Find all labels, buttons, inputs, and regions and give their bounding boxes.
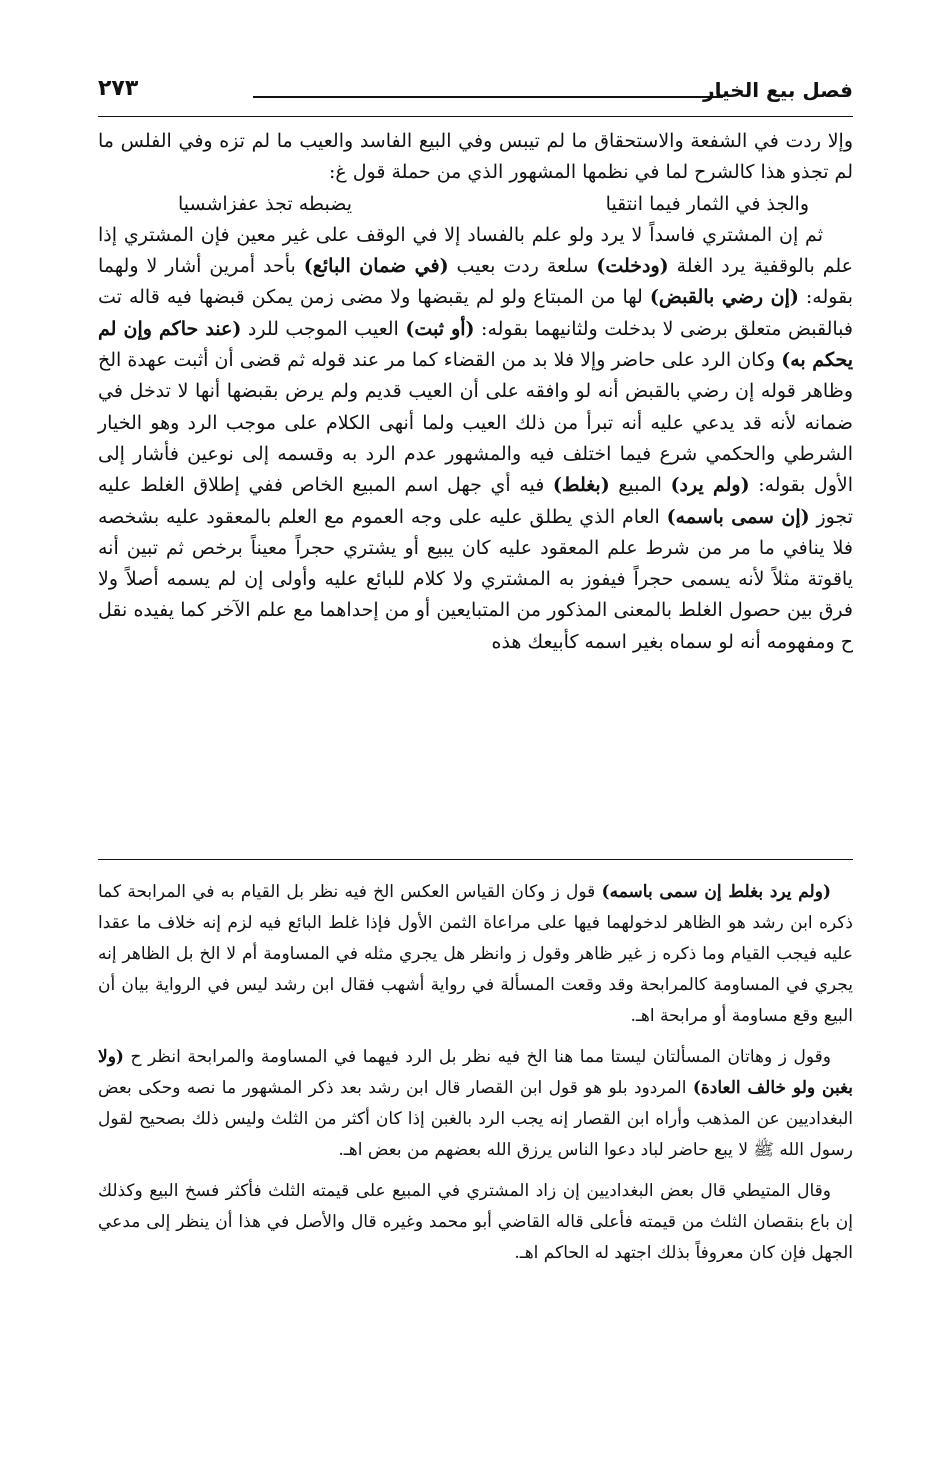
running-header xyxy=(98,76,853,110)
bold-term: (ولم يرد بغلط إن سمى باسمه) xyxy=(601,882,831,902)
bold-term: (ولا بغبن ولو خالف العادة) xyxy=(98,1047,854,1098)
main-text xyxy=(98,126,853,658)
main-paragraph-1: وإلا ردت في الشفعة والاستحقاق ما لم تيبس وفي البيع الفاسد والعيب ما لم تزه وفي الفلس ما لم تجذو هذا كالشرح لما في نظمها المشهور الذي من حملة قول غ: xyxy=(98,130,853,184)
page-number: ٢٧٣ xyxy=(98,76,139,101)
footnotes xyxy=(98,877,853,1279)
bold-term: (ودخلت) xyxy=(596,255,669,278)
bold-term: (بغلط) xyxy=(552,474,610,497)
verse-line xyxy=(98,189,853,220)
header-rule xyxy=(253,96,723,98)
footnote-paragraph-1: (ولم يرد بغلط إن سمى باسمه) قول ز وكان القياس العكس الخ فيه نظر بل القيام به في المرابحة كما ذكره ابن رشد هو الظاهر لدخولهما فيها على مراعاة الثمن الأول فإذا غلط البائع فيه لزم إنه خلاف ما عقدا عليه فيجب القيام وما ذكره ز غير ظاهر وقول ز وانظر هل يجري مثله في المساومة أم لا الخ بل الظاهر إنه يجري في المساومة كالمرابحة وقد وقعت المسألة في رواية أشهب فقال ابن رشد ليس في الرواية بيان أن البيع وقع مساومة أو مرابحة اهـ. xyxy=(98,882,853,1026)
chapter-title: فصل بيع الخيار xyxy=(703,78,853,102)
bold-term: (في ضمان البائع) xyxy=(303,255,449,278)
footnote-paragraph-2: وقول ز وهاتان المسألتان ليستا مما هنا الخ فيه نظر بل الرد فيهما في المساومة والمرابحة انظر ح (ولا بغبن ولو خالف العادة) المردود بلو هو قول ابن القصار قال ابن رشد بعد ذكر المشهور ما نصه وحكى بعض البغداديين عن المذهب وأراه ابن القصار إنه يجب الرد بالغبن إذا كان أكثر من الثلث وليس ذلك بصحيح لقول رسول الله ﷺ لا يبع حاضر لباد دعوا الناس يرزق الله بعضهم من بعض اهـ. xyxy=(98,1047,854,1160)
bold-term: (إن رضي بالقبض) xyxy=(649,286,799,309)
bold-term: (أو ثبت) xyxy=(405,317,475,340)
verse-hemistich-left: يضبطه تجذ عفزاشسيا xyxy=(178,192,352,215)
bold-term: (إن سمى باسمه) xyxy=(666,505,810,528)
header-divider xyxy=(98,116,853,117)
verse-hemistich-right: والجذ في الثمار فيما انتقيا xyxy=(605,192,809,215)
main-paragraph-2: ثم إن المشتري فاسداً لا يرد ولو علم بالفساد إلا في الوقف على غير معين فإن المشتري إذا علم بالوقفية يرد الغلة (ودخلت) سلعة ردت بعيب (في ضمان البائع) بأحد أمرين أشار لا ولهما بقوله: (إن رضي بالقبض) لها من المبتاع ولو لم يقبضها ولا مضى زمن يمكن قبضها فيه قاله تت فبالقبض متعلق برضى لا بدخلت ولثانيهما بقوله: (أو ثبت) العيب الموجب للرد (عند حاكم وإن لم يحكم به) وكان الرد على حاضر وإلا فلا بد من القضاء كما مر عند قوله ثم قضى أن أثبت عهدة الخ وظاهر قوله إن رضي بالقبض أنه لو وافقه على أن العيب قديم ولم يرض بقبضها أنها لا تدخل في ضمانه لأنه قد يدعي عليه أنه تبرأ من ذلك العيب ولما أنهى الكلام على موجب الرد وهو الخيار الشرطي والحكمي شرع فيما اختلف فيه والمشهور عدم الرد به وقسمه إلى نوعين فأشار إلى الأول بقوله: (ولم يرد) المبيع (بغلط) فيه أي جهل اسم المبيع الخاص ففي إطلاق الغلط عليه تجوز (إن سمى باسمه) العام الذي يطلق عليه على وجه العموم مع العلم بالمعقود عليه بشخصه فلا ينافي ما مر من شرط علم المعقود عليه كان يبيع أو يشتري حجراً معيناً برخص ثم تبين أنه ياقوتة مثلاً لأنه يسمى حجراً فيفوز به المشتري ولا كلام للبائع عليه وأولى إن لم يسمه أصلاً ولا فرق بين حصول الغلط بالمعنى المذكور من المتبايعين أو من إحداهما مع علم الآخر كما يفيده نقل ح ومفهومه أنه لو سماه بغير اسمه كأبيعك هذه xyxy=(98,223,854,653)
footnote-paragraph-3: وقال المتيطي قال بعض البغداديين إن زاد المشتري في المبيع على قيمته الثلث فأكثر فسخ البيع وكذلك إن باع بنقصان الثلث من قيمته فأعلى قاله القاضي أبو محمد وغيره قال والأصل في هذا أن ينظر إلى مدعي الجهل فإن كان معروفاً بذلك اجتهد له الحاكم اهـ. xyxy=(98,1181,853,1263)
footnote-divider xyxy=(98,859,853,860)
bold-term: (ولم يرد) xyxy=(670,474,750,497)
bold-term: (عند حاكم وإن لم يحكم به) xyxy=(98,317,853,372)
